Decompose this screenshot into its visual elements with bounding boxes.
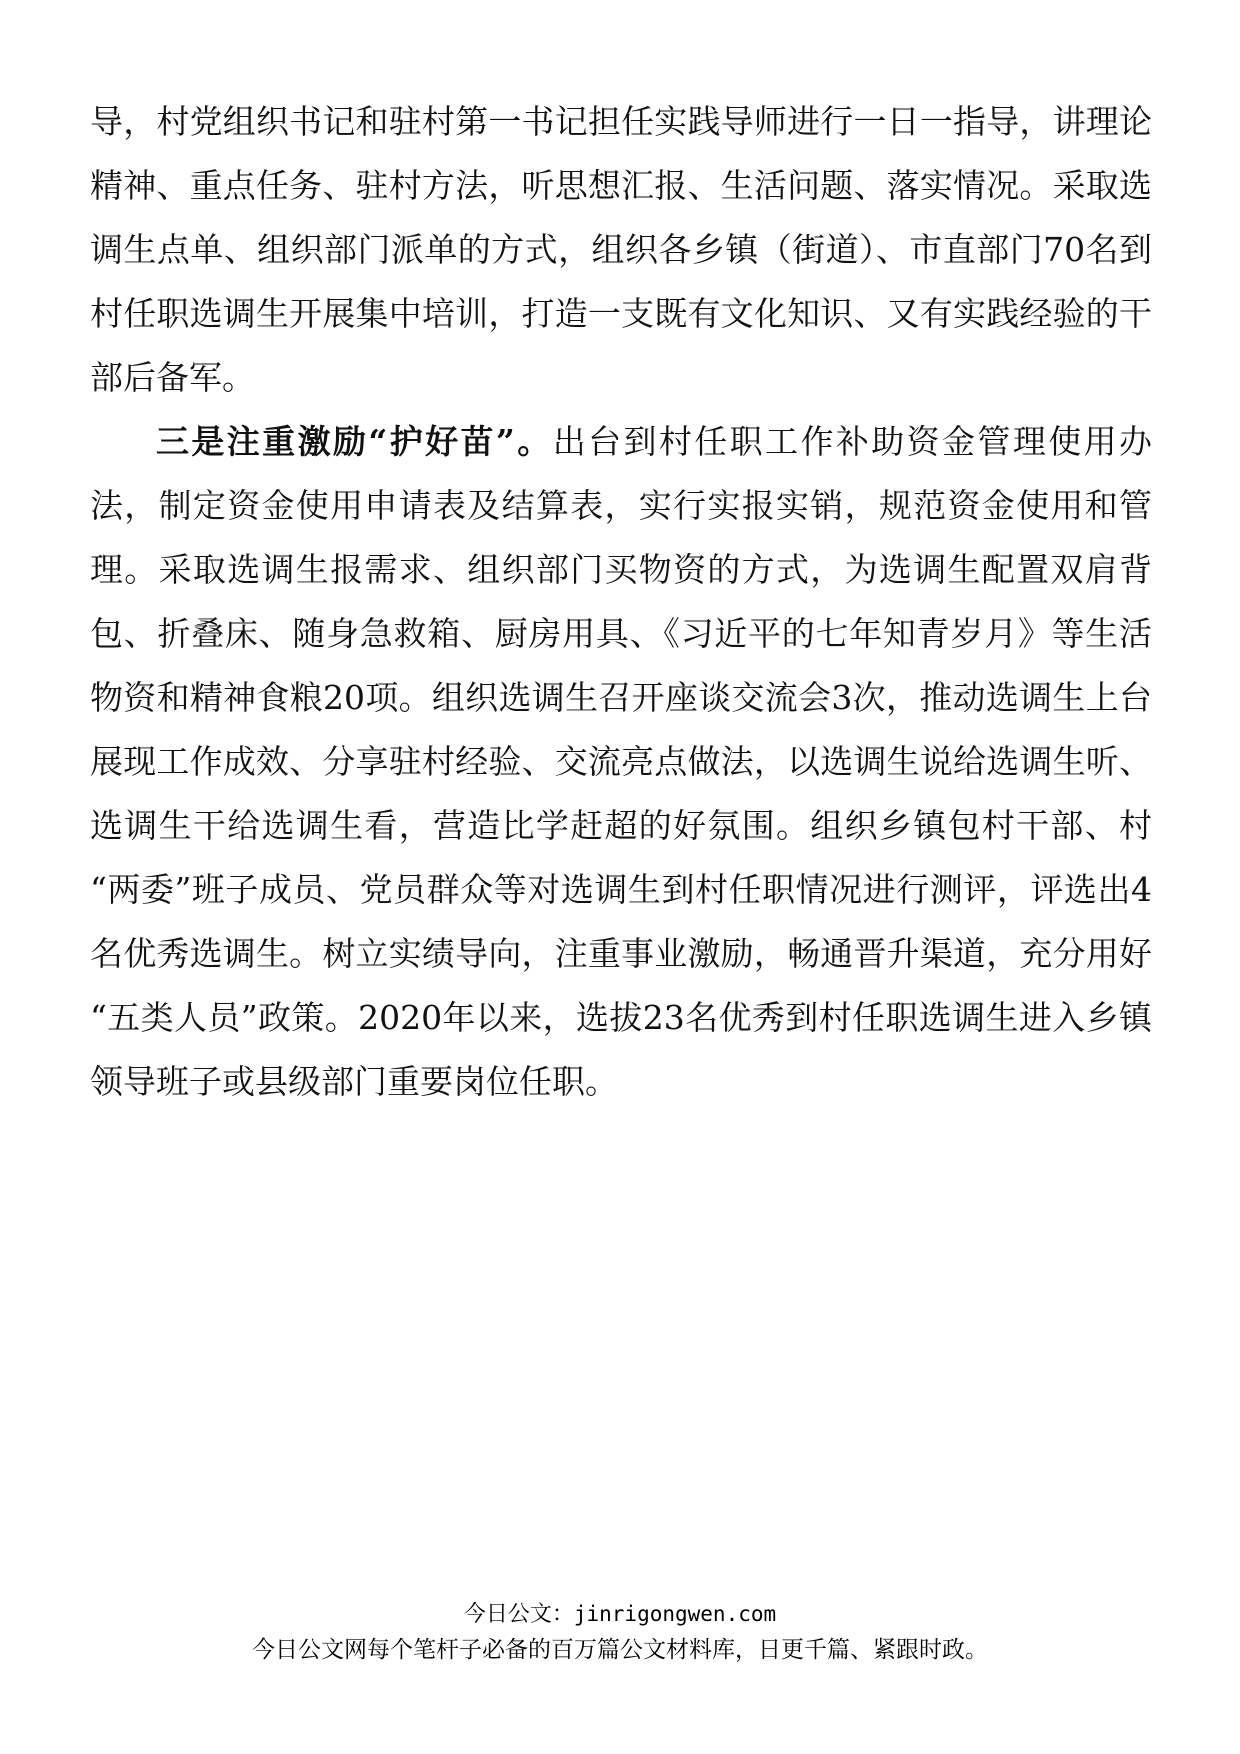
paragraph-line: 名优秀选调生。树立实绩导向，注重事业激励，畅通晋升渠道，充分用好 [90, 934, 1152, 973]
paragraph-line: 选调生干给选调生看，营造比学赶超的好氛围。组织乡镇包村干部、村 [90, 806, 1152, 845]
paragraph-line: 领导班子或县级部门重要岗位任职。 [90, 1062, 618, 1101]
footer-site-url[interactable]: jinrigongwen.com [573, 1602, 777, 1626]
paragraph-text: 出台到村任职工作补助资金管理使用办 [552, 422, 1153, 461]
paragraph-line: 村任职选调生开展集中培训，打造一支既有文化知识、又有实践经验的干 [90, 294, 1152, 333]
footer-slogan: 今日公文网每个笔杆子必备的百万篇公文材料库，日更千篇、紧跟时政。 [252, 1637, 988, 1663]
paragraph-line: 法，制定资金使用申请表及结算表，实行实报实销，规范资金使用和管 [90, 486, 1152, 525]
paragraph-line: 展现工作成效、分享驻村经验、交流亮点做法，以选调生说给选调生听、 [90, 742, 1152, 781]
paragraph-line: 精神、重点任务、驻村方法，听思想汇报、生活问题、落实情况。采取选 [90, 166, 1152, 205]
paragraph-first-line [90, 410, 1152, 474]
paragraph-line: 部后备军。 [90, 358, 255, 397]
paragraph-line: 调生点单、组织部门派单的方式，组织各乡镇（街道）、市直部门70名到 [90, 230, 1152, 269]
footer-site-label: 今日公文： [463, 1602, 574, 1627]
paragraph-line: 导，村党组织书记和驻村第一书记担任实践导师进行一日一指导，讲理论 [90, 102, 1152, 141]
paragraph-line: 包、折叠床、随身急救箱、厨房用具、《习近平的七年知青岁月》等生活 [90, 614, 1152, 653]
section-heading: 三是注重激励“护好苗”。 [156, 422, 553, 461]
paragraph-line: 物资和精神食粮20项。组织选调生召开座谈交流会3次，推动选调生上台 [90, 678, 1152, 717]
paragraph-line: “两委”班子成员、党员群众等对选调生到村任职情况进行测评，评选出4 [90, 870, 1152, 909]
paragraph-line: “五类人员”政策。2020年以来，选拔23名优秀到村任职选调生进入乡镇 [90, 998, 1152, 1037]
footer-site [0, 1599, 1240, 1630]
paragraph-line: 理。采取选调生报需求、组织部门买物资的方式，为选调生配置双肩背 [90, 550, 1152, 589]
